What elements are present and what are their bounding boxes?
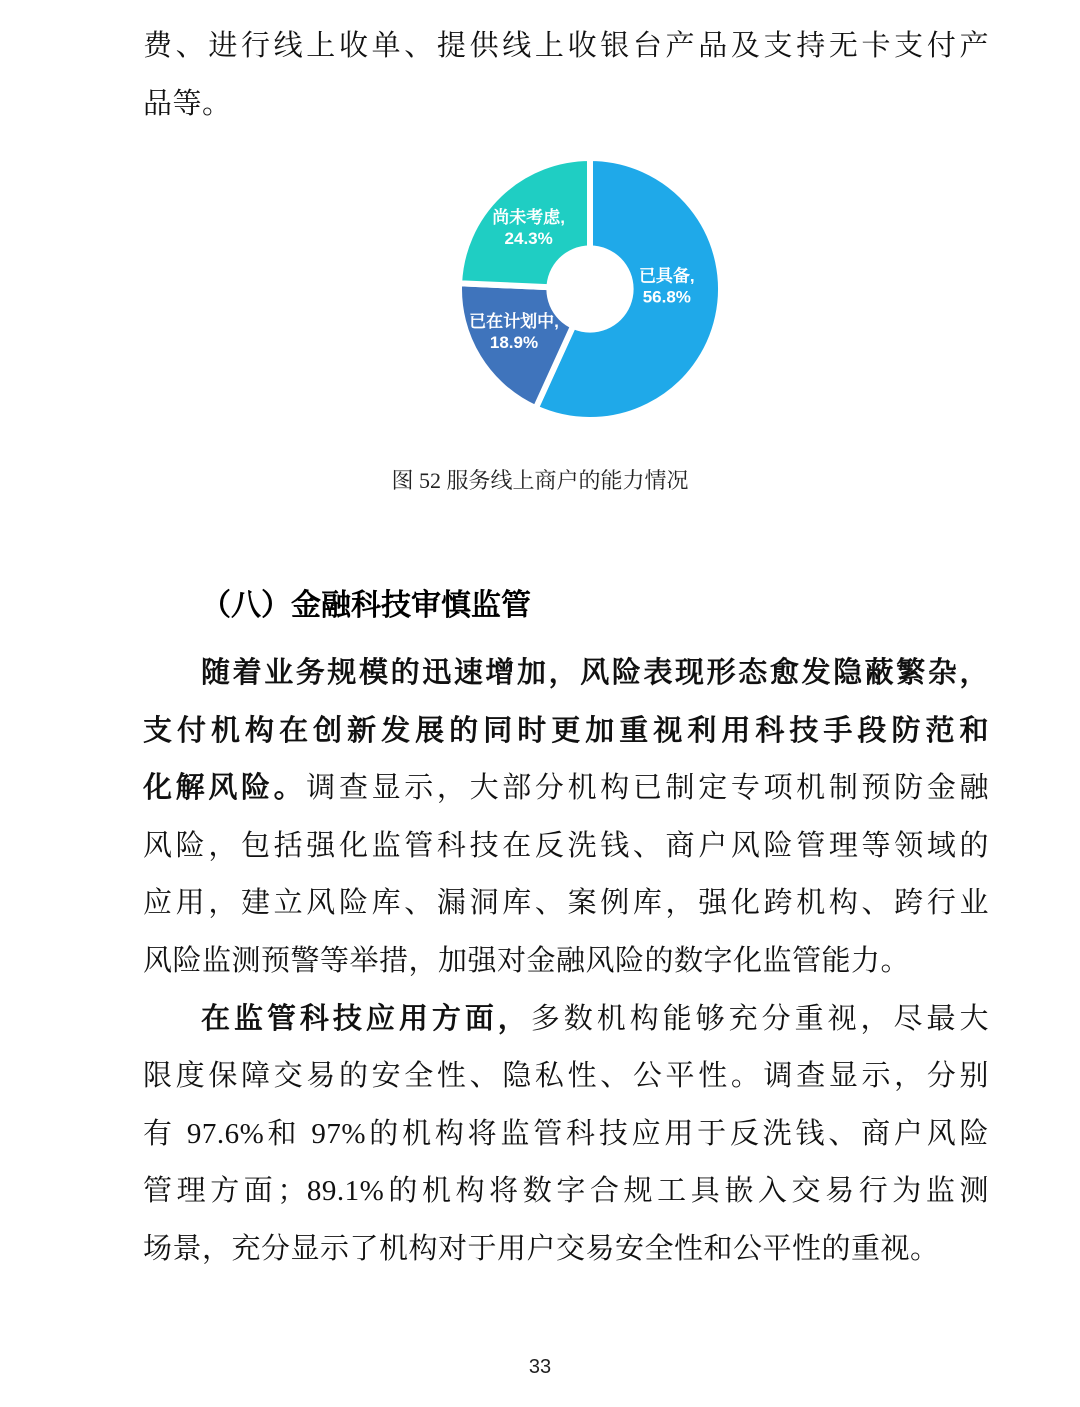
figure-caption: 图 52 服务线上商户的能力情况 <box>391 468 689 493</box>
paragraph <box>143 991 989 1279</box>
paragraph <box>143 645 989 991</box>
page-number: 33 <box>528 1356 552 1378</box>
donut-chart <box>445 144 735 434</box>
donut-hole <box>546 245 633 332</box>
pie-label-已在计划中: 已在计划中, 18.9% <box>469 312 559 353</box>
text-run: 风险，包括强化监管科技在反洗钱、商户风险管理等领域的 <box>143 829 989 862</box>
pie-label-尚未考虑: 尚未考虑, 24.3% <box>492 208 566 249</box>
text-line <box>143 1048 989 1106</box>
text-line <box>143 818 989 876</box>
text-line <box>143 645 989 703</box>
text-line <box>143 991 989 1049</box>
body-paragraphs <box>143 645 989 1279</box>
text-line <box>143 1221 989 1279</box>
text-run: 费、进行线上收单、提供线上收银台产品及支持无卡支付产 <box>143 30 989 62</box>
text-run: 场景，充分显示了机构对于用户交易安全性和公平性的重视。 <box>143 1232 940 1265</box>
text-run: 调查显示，大部分机构已制定专项机制预防金融 <box>306 772 989 805</box>
text-run: 多数机构能够充分重视，尽最大 <box>530 1002 989 1035</box>
section-heading: （八）金融科技审慎监管 <box>201 589 531 622</box>
text-run: 品等。 <box>143 87 232 120</box>
text-run: 风险监测预警等举措，加强对金融风险的数字化监管能力。 <box>143 944 911 977</box>
text-run: 限度保障交易的安全性、隐私性、公平性。调查显示，分别 <box>143 1060 989 1093</box>
text-line <box>143 703 989 761</box>
bold-text-run: 化解风险。 <box>143 772 307 805</box>
text-line <box>143 76 989 134</box>
text-line <box>143 875 989 933</box>
text-run: 有 97.6%和 97%的机构将监管科技应用于反洗钱、商户风险 <box>143 1117 989 1150</box>
bold-text-run: 随着业务规模的迅速增加，风险表现形态愈发隐蔽繁杂， <box>201 657 989 689</box>
text-run: 应用，建立风险库、漏洞库、案例库，强化跨机构、跨行业 <box>143 887 989 920</box>
donut-chart-svg <box>445 144 735 434</box>
intro-paragraph <box>143 18 989 133</box>
pie-label-已具备: 已具备, 56.8% <box>638 266 695 307</box>
text-line <box>143 1106 989 1164</box>
text-line <box>143 18 989 76</box>
bold-text-run: 在监管科技应用方面， <box>201 1002 531 1035</box>
text-line <box>143 933 989 991</box>
text-line <box>143 760 989 818</box>
text-line <box>143 1163 989 1221</box>
text-run: 管理方面；89.1%的机构将数字合规工具嵌入交易行为监测 <box>143 1175 989 1208</box>
bold-text-run: 支付机构在创新发展的同时更加重视利用科技手段防范和 <box>143 714 989 747</box>
paragraph <box>143 18 989 133</box>
